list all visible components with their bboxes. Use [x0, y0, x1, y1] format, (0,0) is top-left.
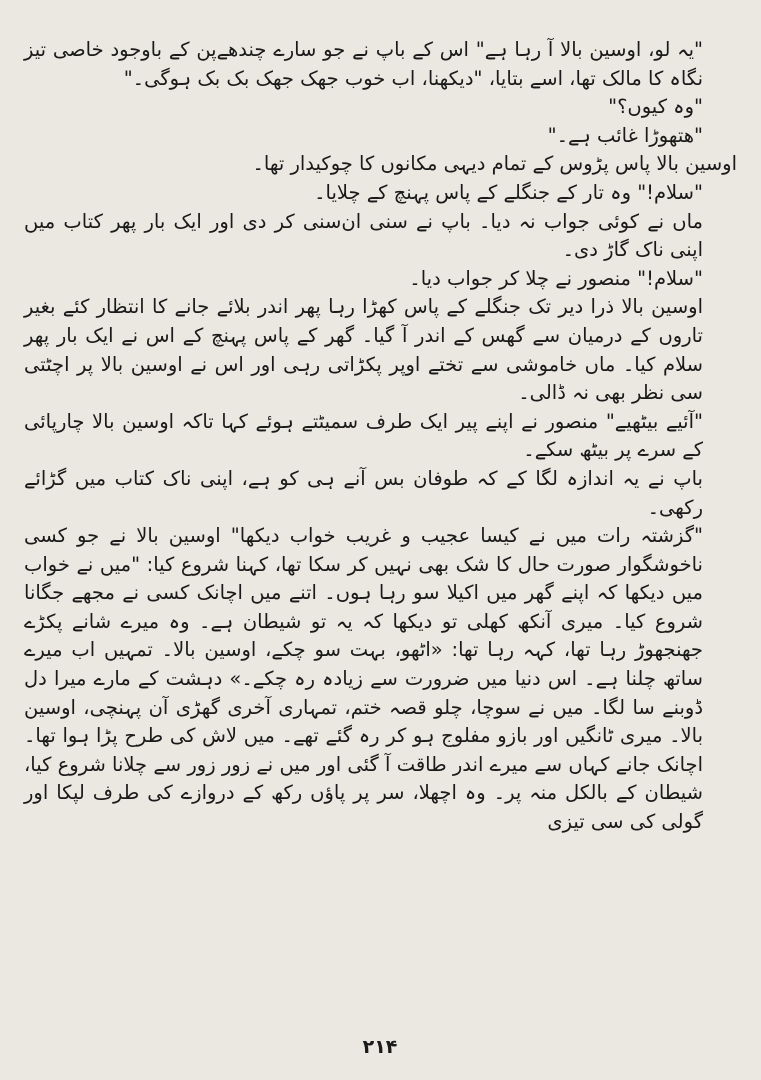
paragraph-8: اوسین بالا ذرا دیر تک جنگلے کے پاس کھڑا رہا پھر اندر بلائے جانے کا انتظار کئے بغیر تاروں کے درمیان سے گھس کے اندر آ گیا۔ گھر کے پاس پہنچ کے اس نے ایک بار پھر سلام کیا۔ ماں خاموشی سے تختے اوپر پکڑاتی رہی اور اس نے اوسین بالا پر اچٹتی سی نظر بھی نہ ڈالی۔ [24, 295, 703, 405]
page-number: ۲۱۴ [362, 1036, 398, 1058]
paragraph-5: "سلام!" وہ تار کے جنگلے کے پاس پہنچ کے چلایا۔ [314, 180, 703, 204]
body-text [24, 36, 737, 837]
paragraph-7: "سلام!" منصور نے چلا کر جواب دیا۔ [409, 266, 703, 290]
paragraph-9: "آئیے بیٹھیے" منصور نے اپنے پیر ایک طرف سمیٹتے ہوئے کہا تاکہ اوسین بالا چارپائی کے سرے پر بیٹھ سکے۔ [24, 409, 703, 462]
paragraph-1: "یہ لو، اوسین بالا آ رہا ہے" اس کے باپ نے جو سارے چندھےپن کے باوجود خاصی تیز نگاہ کا مالک تھا، اسے بتایا، "دیکھنا، اب خوب جھک جھک بک بک ہوگی۔" [24, 38, 703, 90]
paragraph-4: اوسین بالا پاس پڑوس کے تمام دیہی مکانوں کا چوکیدار تھا۔ [252, 152, 737, 176]
paragraph-3: "ھتھوڑا غائب ہے۔" [547, 123, 703, 147]
paragraph-2: "وہ کیوں؟" [608, 95, 703, 119]
paragraph-6: ماں نے کوئی جواب نہ دیا۔ باپ نے سنی ان‌سنی کر دی اور ایک بار پھر کتاب میں اپنی ناک گاڑ دی۔ [24, 209, 703, 262]
paragraph-10: باپ نے یہ اندازہ لگا کے کہ طوفان بس آنے ہی کو ہے، اپنی ناک کتاب میں گڑائے رکھی۔ [24, 466, 703, 519]
paragraph-11: "گزشتہ رات میں نے کیسا عجیب و غریب خواب دیکھا" اوسین بالا نے جو کسی ناخوشگوار صورت حال کا شک بھی نہیں کر سکا تھا، کہنا شروع کیا: "میں نے خواب میں دیکھا کہ اپنے گھر میں اکیلا سو رہا ہوں۔ اتنے میں اچانک کسی نے مجھے جگانا شروع کیا۔ میری آنکھ کھلی تو دیکھا کہ یہ تو شیطان ہے۔ وہ میرے شانے پکڑے جھنجھوڑ رہا تھا، کہہ رہا تھا: «اٹھو، بہت سو چکے، اوسین بالا۔ تمہیں اب میرے ساتھ چلنا ہے۔ اس دنیا میں ضرورت سے زیادہ رہ چکے۔» دہشت کے مارے میرا دل ڈوبنے سا لگا۔ میں نے سوچا، چلو قصہ ختم، تمہاری آخری گھڑی آن پہنچی، اوسین بالا۔ میری ٹانگیں اور بازو مفلوج ہو کر رہ گئے تھے۔ میں لاش کی طرح پڑا ہوا تھا۔ اچانک جانے کہاں سے میرے اندر طاقت آ گئی اور میں نے زور زور سے چلانا شروع کیا، شیطان کے بالکل منہ پر۔ وہ اچھلا، سر پر پاؤں رکھ کے دروازے کی طرف لپکا اور گولی کی سی تیزی [24, 524, 703, 834]
